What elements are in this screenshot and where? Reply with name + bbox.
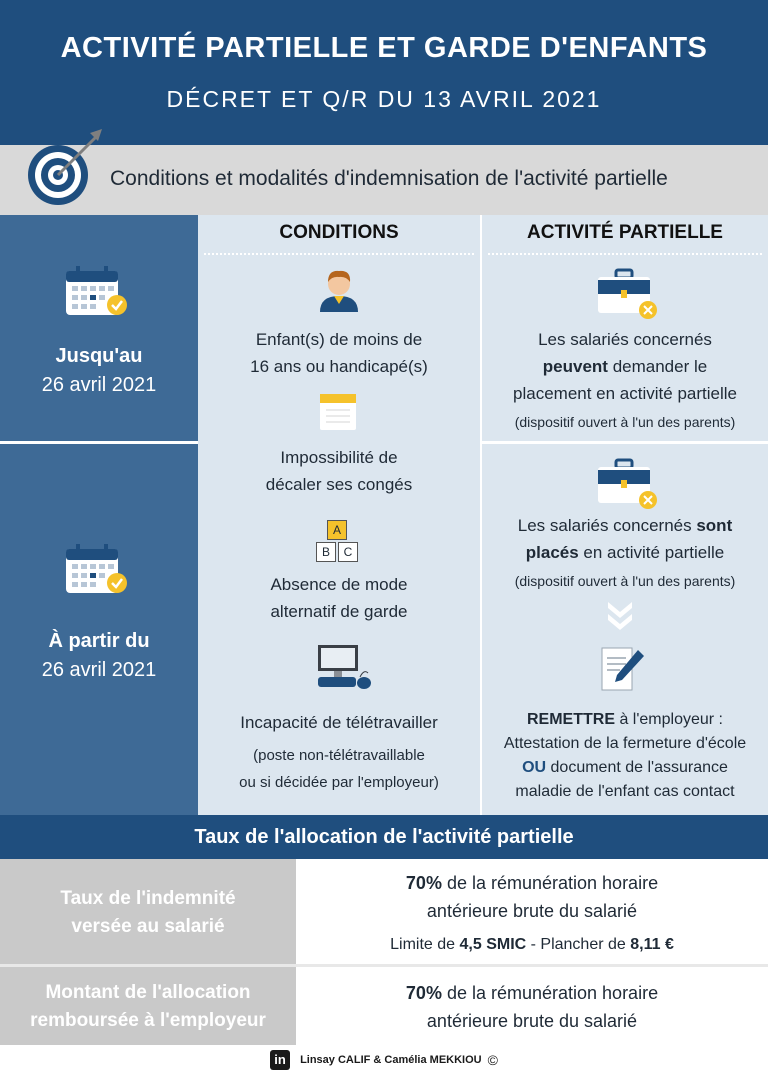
value-line: antérieure brute du salarié xyxy=(426,901,638,921)
divider xyxy=(488,253,762,255)
activite-block-2 xyxy=(482,512,768,595)
activite-2-line xyxy=(482,512,768,539)
document-pen-icon xyxy=(598,644,646,694)
emphasis: OU xyxy=(522,759,547,776)
text: demander le xyxy=(607,357,708,376)
text: document de l'assurance xyxy=(546,759,728,776)
period-2 xyxy=(0,630,198,682)
remettre-line: maladie de l'enfant cas contact xyxy=(515,783,735,800)
condition-2-line: Impossibilité de xyxy=(280,448,398,467)
period-2-label: À partir du xyxy=(48,630,150,652)
child-icon xyxy=(316,266,362,314)
emphasis: 70% xyxy=(405,873,442,893)
text: en activité partielle xyxy=(578,543,725,562)
emphasis: peuvent xyxy=(542,357,608,376)
text: Les salariés concernés xyxy=(517,516,697,535)
condition-4-line: Incapacité de télétravailler xyxy=(240,713,438,732)
page-subtitle: DÉCRET ET Q/R DU 13 AVRIL 2021 xyxy=(166,86,602,112)
emphasis: sont xyxy=(696,516,733,535)
period-2-date: 26 avril 2021 xyxy=(41,659,157,681)
header xyxy=(0,0,768,145)
text: à l'employeur : xyxy=(615,711,723,728)
condition-1-line: Enfant(s) de moins de xyxy=(255,330,423,349)
condition-2-line: décaler ses congés xyxy=(265,475,413,494)
divider xyxy=(0,441,198,444)
linkedin-icon[interactable]: in xyxy=(270,1050,290,1070)
copyright-icon: © xyxy=(487,1052,498,1068)
taux-row-2-label xyxy=(0,967,296,1045)
condition-3-line: alternatif de garde xyxy=(270,602,408,621)
text: Limite de xyxy=(390,936,460,953)
emphasis: 4,5 SMIC xyxy=(459,936,527,953)
text: de la rémunération horaire xyxy=(441,873,659,893)
section-title: Conditions et modalités d'indemnisation de l'activité partielle xyxy=(110,167,668,190)
activite-2-note: (dispositif ouvert à l'un des parents) xyxy=(514,573,736,589)
remettre-block xyxy=(482,708,768,804)
activite-heading: ACTIVITÉ PARTIELLE xyxy=(527,222,723,243)
condition-4 xyxy=(198,709,480,796)
value-line xyxy=(296,979,768,1007)
label-line: versée au salarié xyxy=(71,916,225,937)
condition-3-line: Absence de mode xyxy=(270,575,408,594)
taux-row-2-value xyxy=(296,967,768,1045)
condition-3 xyxy=(198,571,480,625)
taux-row-1-value xyxy=(296,859,768,964)
block-c: C xyxy=(338,542,358,562)
authors: Linsay CALIF & Camélia MEKKIOU xyxy=(300,1054,482,1066)
briefcase-icon xyxy=(596,458,660,510)
note-icon xyxy=(318,392,358,432)
condition-2 xyxy=(198,444,480,498)
value-line xyxy=(296,869,768,897)
activite-2-line xyxy=(482,539,768,566)
condition-4-line: (poste non-télétravaillable xyxy=(253,747,425,764)
label-line: Montant de l'allocation xyxy=(45,982,251,1003)
remettre-line: Attestation de la fermeture d'école xyxy=(503,735,747,752)
remettre-line xyxy=(482,708,768,732)
label-line: Taux de l'indemnité xyxy=(60,888,236,909)
target-icon xyxy=(24,127,108,211)
remettre-line xyxy=(482,756,768,780)
block-b: B xyxy=(316,542,336,562)
conditions-heading: CONDITIONS xyxy=(279,222,399,243)
period-1 xyxy=(0,345,198,397)
condition-1 xyxy=(198,326,480,380)
emphasis: REMETTRE xyxy=(527,711,615,728)
value-line xyxy=(296,931,768,959)
period-1-date: 26 avril 2021 xyxy=(41,374,157,396)
abc-blocks-icon xyxy=(316,520,360,564)
activite-1-note: (dispositif ouvert à l'un des parents) xyxy=(514,414,736,430)
calendar-check-icon xyxy=(64,543,128,597)
text: de la rémunération horaire xyxy=(441,983,659,1003)
section-band xyxy=(0,145,768,215)
emphasis: 70% xyxy=(405,983,442,1003)
emphasis: 8,11 € xyxy=(630,936,674,953)
condition-1-line: 16 ans ou handicapé(s) xyxy=(250,357,428,376)
activite-1-line: placement en activité partielle xyxy=(513,384,737,403)
emphasis: placés xyxy=(525,543,579,562)
activite-block-1 xyxy=(482,326,768,436)
activite-1-line xyxy=(482,353,768,380)
taux-row-1-label xyxy=(0,859,296,964)
activite-1-line: Les salariés concernés xyxy=(538,330,712,349)
block-a: A xyxy=(327,520,347,540)
page-title: ACTIVITÉ PARTIELLE ET GARDE D'ENFANTS xyxy=(60,32,708,64)
value-line: antérieure brute du salarié xyxy=(426,1011,638,1031)
chevron-down-icon xyxy=(606,600,634,634)
divider xyxy=(482,441,768,444)
footer xyxy=(0,1050,768,1086)
briefcase-icon xyxy=(596,268,660,320)
condition-4-line: ou si décidée par l'employeur) xyxy=(239,774,439,791)
calendar-check-icon xyxy=(64,265,128,319)
text: - Plancher de xyxy=(526,936,631,953)
period-1-label: Jusqu'au xyxy=(55,345,143,367)
divider xyxy=(204,253,474,255)
label-line: remboursée à l'employeur xyxy=(30,1010,266,1031)
taux-heading: Taux de l'allocation de l'activité partielle xyxy=(0,815,768,859)
computer-icon xyxy=(314,643,374,691)
